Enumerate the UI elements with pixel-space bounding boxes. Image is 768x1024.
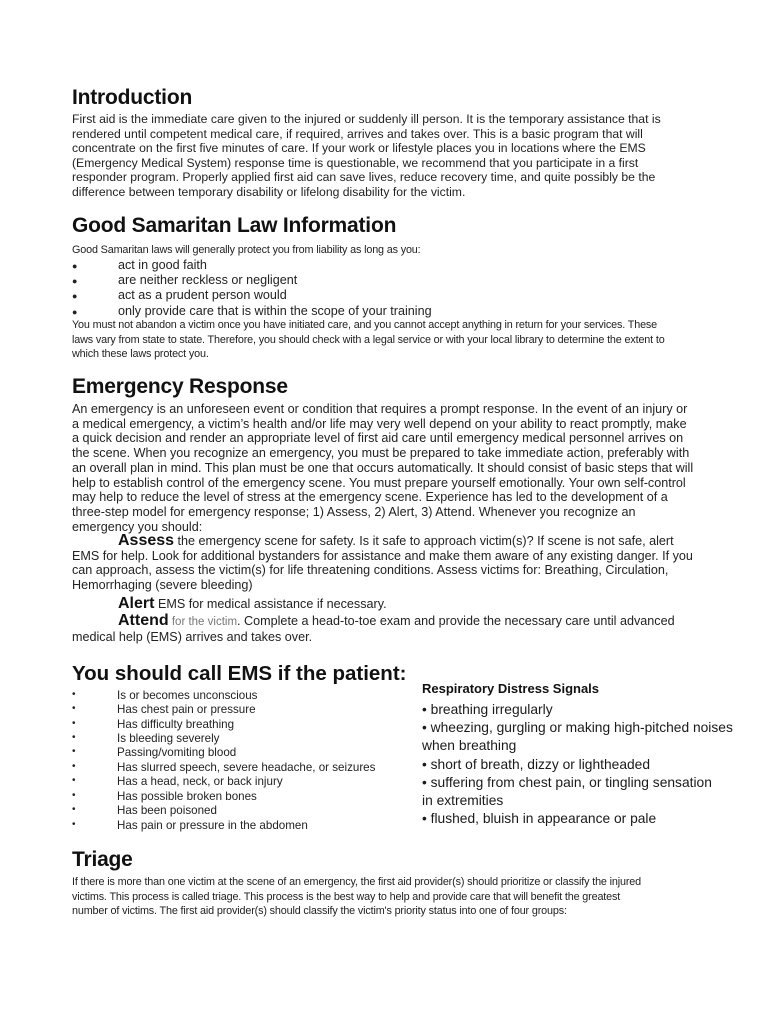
good-samaritan-closing [72,318,712,362]
alert-keyword: Alert [118,595,155,612]
list-item: • flushed, bluish in appearance or pale [422,811,657,827]
text-line: EMS for help. Look for additional bystanders for assistance and make them aware of any existing danger. If you [72,548,693,563]
bullet-icon: • [72,703,76,714]
text-line: medical help (EMS) arrives and takes over. [72,629,313,644]
bullet-icon: ● [72,276,78,286]
call-ems-heading: You should call EMS if the patient: [72,662,407,685]
list-item-continuation: in extremities [422,793,504,809]
text-line: which these laws protect you. [72,348,209,361]
text-line: An emergency is an unforeseen event or condition that requires a prompt response. In the event of an injury or [72,402,688,416]
text-line: laws vary from state to state. Therefore, you should check with a legal service or with your local library to determine the extent to [72,333,665,346]
assess-step: Assess the emergency scene for safety. Is it safe to approach victim(s)? If scene is not safe, alert EMS for help. Look for additional bystanders for assistance and make them aware of any existing danger. If you can approach, assess the victim(s) for life threatening conditions. Assess victims for: Breathing, Circulation, Hemorrhaging (severe bleeding) [72,534,722,593]
respiratory-list [422,701,752,828]
text-line: help to establish control of the emergency scene. You must prepare yourself emotionally. Your own self-control [72,475,686,490]
introduction-paragraph [72,112,712,200]
bullet-icon: • [72,689,76,700]
text-line: rendered until competent medical care, if required, arrives and takes over. This is a basic program that will [72,126,643,141]
bullet-icon: • [72,732,76,743]
respiratory-heading: Respiratory Distress Signals [422,681,600,696]
text-line: Hemorrhaging (severe bleeding) [72,578,253,593]
text-line: number of victims. The first aid provider(s) should classify the victim's priority status into one of four groups: [72,905,567,918]
bullet-icon: ● [72,291,78,301]
emergency-response-paragraph [72,402,722,534]
text-line: If there is more than one victim at the scene of an emergency, the first aid provider(s) should prioritize or classify the injured [72,876,641,888]
text-line: the scene. When you recognize an emergency, you must be prepared to take immediate action, preferably with [72,446,690,461]
list-item: • wheezing, gurgling or making high-pitched noises [422,720,733,736]
bullet-icon: • [72,746,76,757]
assess-keyword: Assess [118,532,175,549]
text-line: may help to reduce the level of stress at the emergency scene. Experience has led to the development of a [72,490,668,505]
bullet-icon: • [72,761,76,772]
bullet-icon: • [72,804,76,815]
text-line: First aid is the immediate care given to the injured or suddenly ill person. It is the temporary assistance that is [72,112,661,126]
bullet-icon: ● [72,261,78,271]
text-line: emergency you should: [72,519,203,534]
list-item: • short of breath, dizzy or lightheaded [422,756,651,772]
emergency-response-heading: Emergency Response [72,375,288,398]
bullet-icon: • [72,775,76,786]
text-line: an overall plan in mind. This plan must be one that occurs automatically. It should consist of basic steps that will [72,460,694,475]
text-line: three-step model for emergency response; 1) Assess, 2) Alert, 3) Attend. Whenever you recognize an [72,504,636,519]
triage-heading: Triage [72,848,133,871]
good-samaritan-intro: Good Samaritan laws will generally protect you from liability as long as you: [72,244,421,256]
text-line: concentrate on the first five minutes of care. If your work or lifestyle places you in locations where the EMS [72,141,646,156]
text-line: a quick decision and render an appropriate level of first aid care until emergency medical personnel arrives on [72,431,684,446]
text-line: can approach, assess the victim(s) for life threatening conditions. Assess victims for: Breathing, Circulation, [72,563,669,578]
good-samaritan-heading: Good Samaritan Law Information [72,214,397,237]
list-item: • breathing irregularly [422,702,553,717]
bullet-icon: • [72,819,76,830]
triage-paragraph [72,875,712,919]
text-line: a medical emergency, a victim’s health and/or life may very well depend on your ability to react promptly, make [72,416,687,431]
introduction-heading: Introduction [72,86,193,109]
bullet-icon: • [72,790,76,801]
text-line: responder program. Properly applied first aid can save lives, reduce recovery time, and quite possibly be the [72,170,656,185]
text-line: (Emergency Medical System) response time is questionable, we recommend that you participate in a first [72,155,639,170]
bullet-icon: • [72,718,76,729]
attend-step: Attend for the victim. Complete a head-to-toe exam and provide the necessary care until advanced medical help (EMS) arrives and takes over. [72,614,722,644]
alert-step: Alert EMS for medical assistance if necessary. [118,595,387,612]
text-line: difference between temporary disability or lifelong disability for the victim. [72,184,466,199]
attend-keyword: Attend [118,612,169,629]
list-item-continuation: when breathing [422,738,517,754]
text-line: victims. This process is called triage. This process is the best way to help and provide care that will benefit the greatest [72,890,621,903]
text-line: You must not abandon a victim once you have initiated care, and you cannot accept anything in return for your services. These [72,319,658,331]
bullet-icon: ● [72,307,78,317]
list-item: • suffering from chest pain, or tingling sensation [422,774,712,790]
